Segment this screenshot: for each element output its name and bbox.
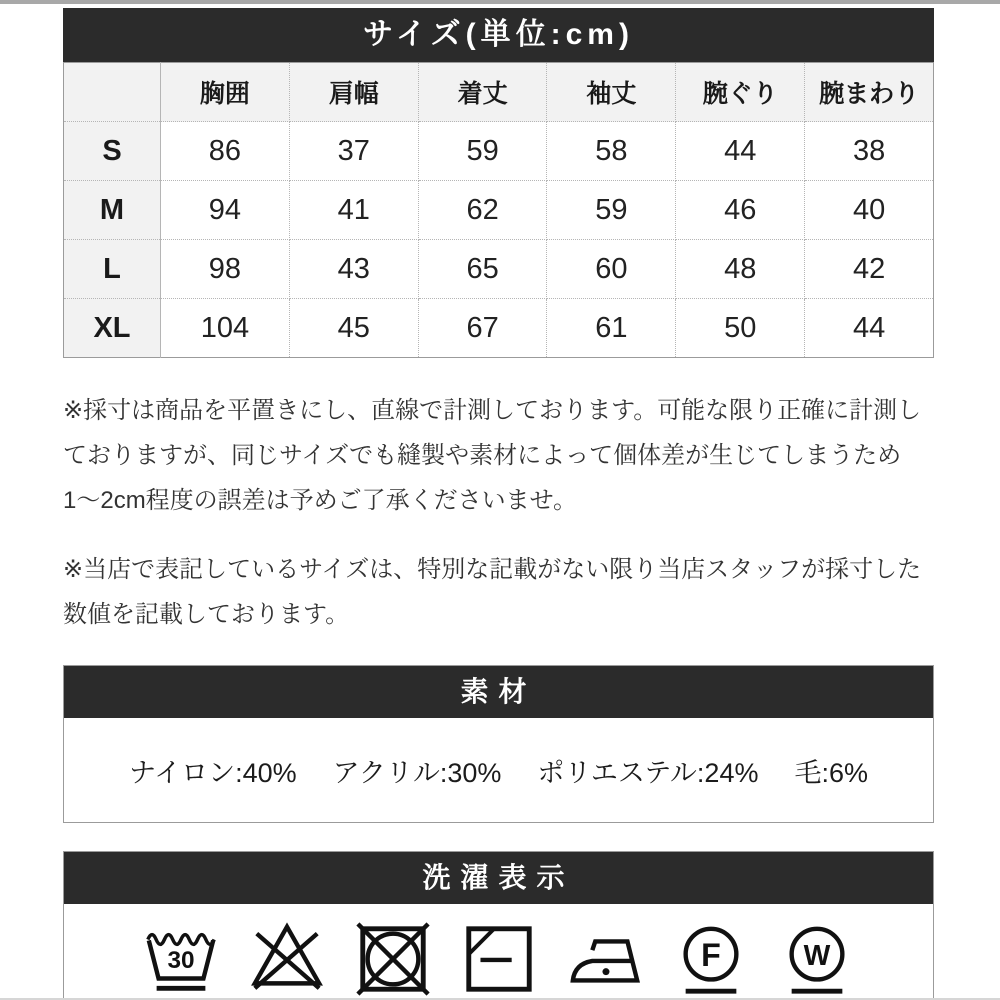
- material-item-nylon: ナイロン:40%: [128, 757, 297, 788]
- top-divider-line: [0, 0, 1000, 4]
- do-not-bleach-icon: [248, 920, 326, 998]
- dry-clean-letter: F: [700, 936, 721, 973]
- material-composition: [64, 718, 933, 822]
- col-header-shoulder: 肩幅: [289, 63, 418, 122]
- dry-clean-F-gentle-icon: [672, 920, 750, 998]
- col-header-length: 着丈: [418, 63, 547, 122]
- size-value: 98: [161, 240, 290, 299]
- size-value: 59: [418, 122, 547, 181]
- care-symbols-row: [64, 904, 933, 1000]
- size-table-header-row: [64, 63, 934, 122]
- do-not-tumble-dry-icon: [354, 920, 432, 998]
- size-value: 61: [547, 299, 676, 358]
- wash-tub-30-gentle-icon: [142, 920, 220, 998]
- material-item-wool: 毛:6%: [794, 757, 869, 788]
- material-section-header: 素材: [64, 666, 933, 718]
- size-table: [63, 62, 934, 358]
- size-value: 58: [547, 122, 676, 181]
- size-value: 37: [289, 122, 418, 181]
- size-section-header: サイズ(単位:cm): [63, 8, 934, 62]
- size-value: 104: [161, 299, 290, 358]
- col-header-chest: 胸囲: [161, 63, 290, 122]
- size-row-xl: [64, 299, 934, 358]
- col-header-arm-circumference: 腕まわり: [805, 63, 934, 122]
- content-column: [63, 8, 934, 1000]
- wet-clean-W-gentle-icon: [778, 920, 856, 998]
- size-value: 60: [547, 240, 676, 299]
- size-value: 50: [676, 299, 805, 358]
- dry-flat-in-shade-icon: [460, 920, 538, 998]
- care-section: [63, 851, 934, 1000]
- size-value: 62: [418, 181, 547, 240]
- wash-temp-label: 30: [166, 946, 195, 974]
- measurement-note: ※採寸は商品を平置きにし、直線で計測しております。可能な限り正確に計測しておりますが、同じサイズでも縫製や素材によって個体差が生じてしまうため1〜2cm程度の誤差は予めご了承くださいませ。: [63, 397, 922, 514]
- iron-low-one-dot-icon: [566, 920, 644, 998]
- material-item-polyester: ポリエステル:24%: [537, 757, 759, 788]
- size-value: 65: [418, 240, 547, 299]
- size-value: 67: [418, 299, 547, 358]
- material-section: [63, 665, 934, 823]
- size-row-m: [64, 181, 934, 240]
- size-label: L: [64, 240, 161, 299]
- care-section-header: 洗濯表示: [64, 852, 933, 904]
- size-value: 94: [161, 181, 290, 240]
- size-label: M: [64, 181, 161, 240]
- size-value: 43: [289, 240, 418, 299]
- size-value: 44: [676, 122, 805, 181]
- staff-measured-note: ※当店で表記しているサイズは、特別な記載がない限り当店スタッフが採寸した数値を記載しております。: [63, 556, 922, 628]
- size-value: 42: [805, 240, 934, 299]
- size-value: 46: [676, 181, 805, 240]
- size-label: S: [64, 122, 161, 181]
- size-row-s: [64, 122, 934, 181]
- size-value: 38: [805, 122, 934, 181]
- size-value: 40: [805, 181, 934, 240]
- wet-clean-letter: W: [803, 938, 830, 971]
- size-value: 44: [805, 299, 934, 358]
- size-value: 41: [289, 181, 418, 240]
- size-value: 48: [676, 240, 805, 299]
- size-row-l: [64, 240, 934, 299]
- size-value: 59: [547, 181, 676, 240]
- size-table-corner-cell: [64, 63, 161, 122]
- material-item-acrylic: アクリル:30%: [332, 757, 502, 788]
- size-value: 86: [161, 122, 290, 181]
- col-header-sleeve: 袖丈: [547, 63, 676, 122]
- size-label: XL: [64, 299, 161, 358]
- size-value: 45: [289, 299, 418, 358]
- col-header-armhole: 腕ぐり: [676, 63, 805, 122]
